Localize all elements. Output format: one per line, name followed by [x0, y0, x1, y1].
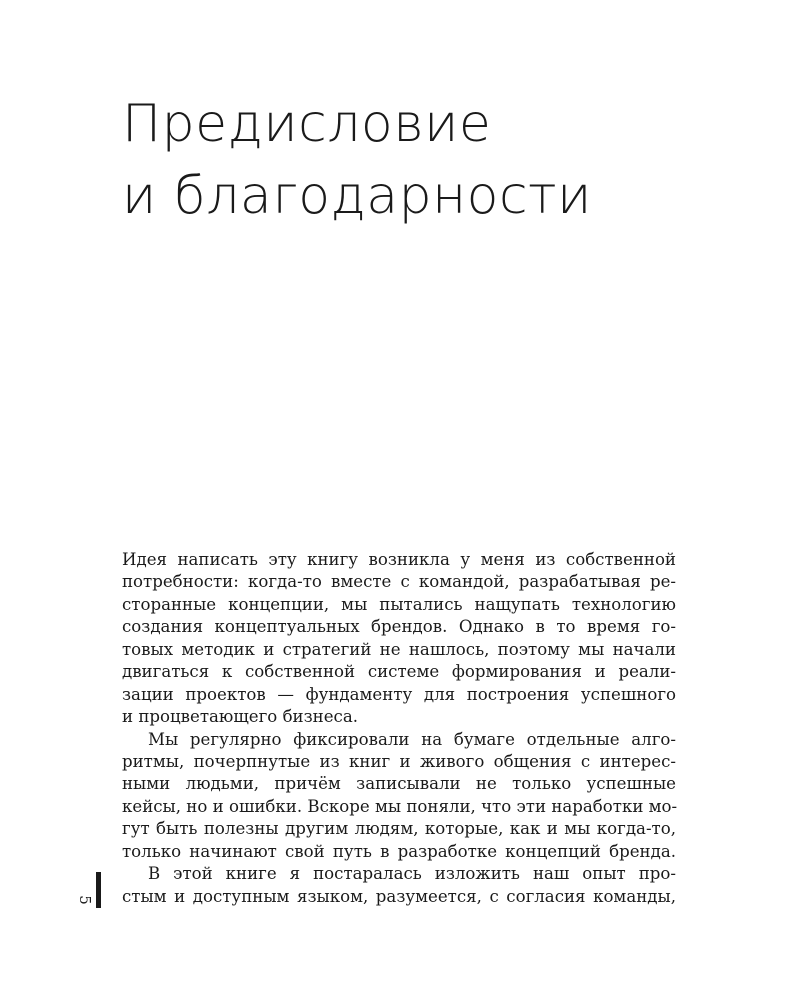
page-number: 5: [76, 895, 94, 905]
body-line: зации проектов — фундаменту для построения успешного: [122, 684, 676, 704]
body-line: сторанные концепции, мы пытались нащупать технологию: [122, 594, 676, 614]
body-line: потребности: когда-то вместе с командой, разрабатывая ре-: [122, 572, 676, 592]
body-line: ными людьми, причём записывали не только успешные: [122, 774, 676, 794]
body-line: и процветающего бизнеса.: [122, 707, 359, 727]
body-line: товых методик и стратегий не нашлось, поэтому мы начали: [122, 639, 676, 659]
body-line: Мы регулярно фиксировали на бумаге отдельные алго-: [148, 729, 676, 749]
body-line: создания концептуальных брендов. Однако в то время го-: [122, 617, 676, 637]
body-line: ритмы, почерпнутые из книг и живого общения с интерес-: [122, 751, 676, 771]
body-line: В этой книге я постаралась изложить наш опыт про-: [148, 864, 676, 884]
body-line: гут быть полезны другим людям, которые, как и мы когда-то,: [122, 819, 676, 839]
chapter-title-line-1: Предисловие: [122, 94, 492, 154]
body-line: кейсы, но и ошибки. Вскоре мы поняли, что эти наработки мо-: [122, 796, 678, 816]
body-text: [122, 549, 676, 908]
body-line: стым и доступным языком, разумеется, с согласия команды,: [122, 886, 676, 906]
chapter-title: [122, 88, 592, 232]
page-marker-bar: [96, 872, 101, 908]
body-line: Идея написать эту книгу возникла у меня из собственной: [122, 550, 676, 569]
chapter-title-line-2: и благодарности: [122, 166, 592, 226]
body-line: двигаться к собственной системе формирования и реали-: [122, 662, 676, 682]
body-line: только начинают свой путь в разработке концепций бренда.: [122, 841, 676, 861]
